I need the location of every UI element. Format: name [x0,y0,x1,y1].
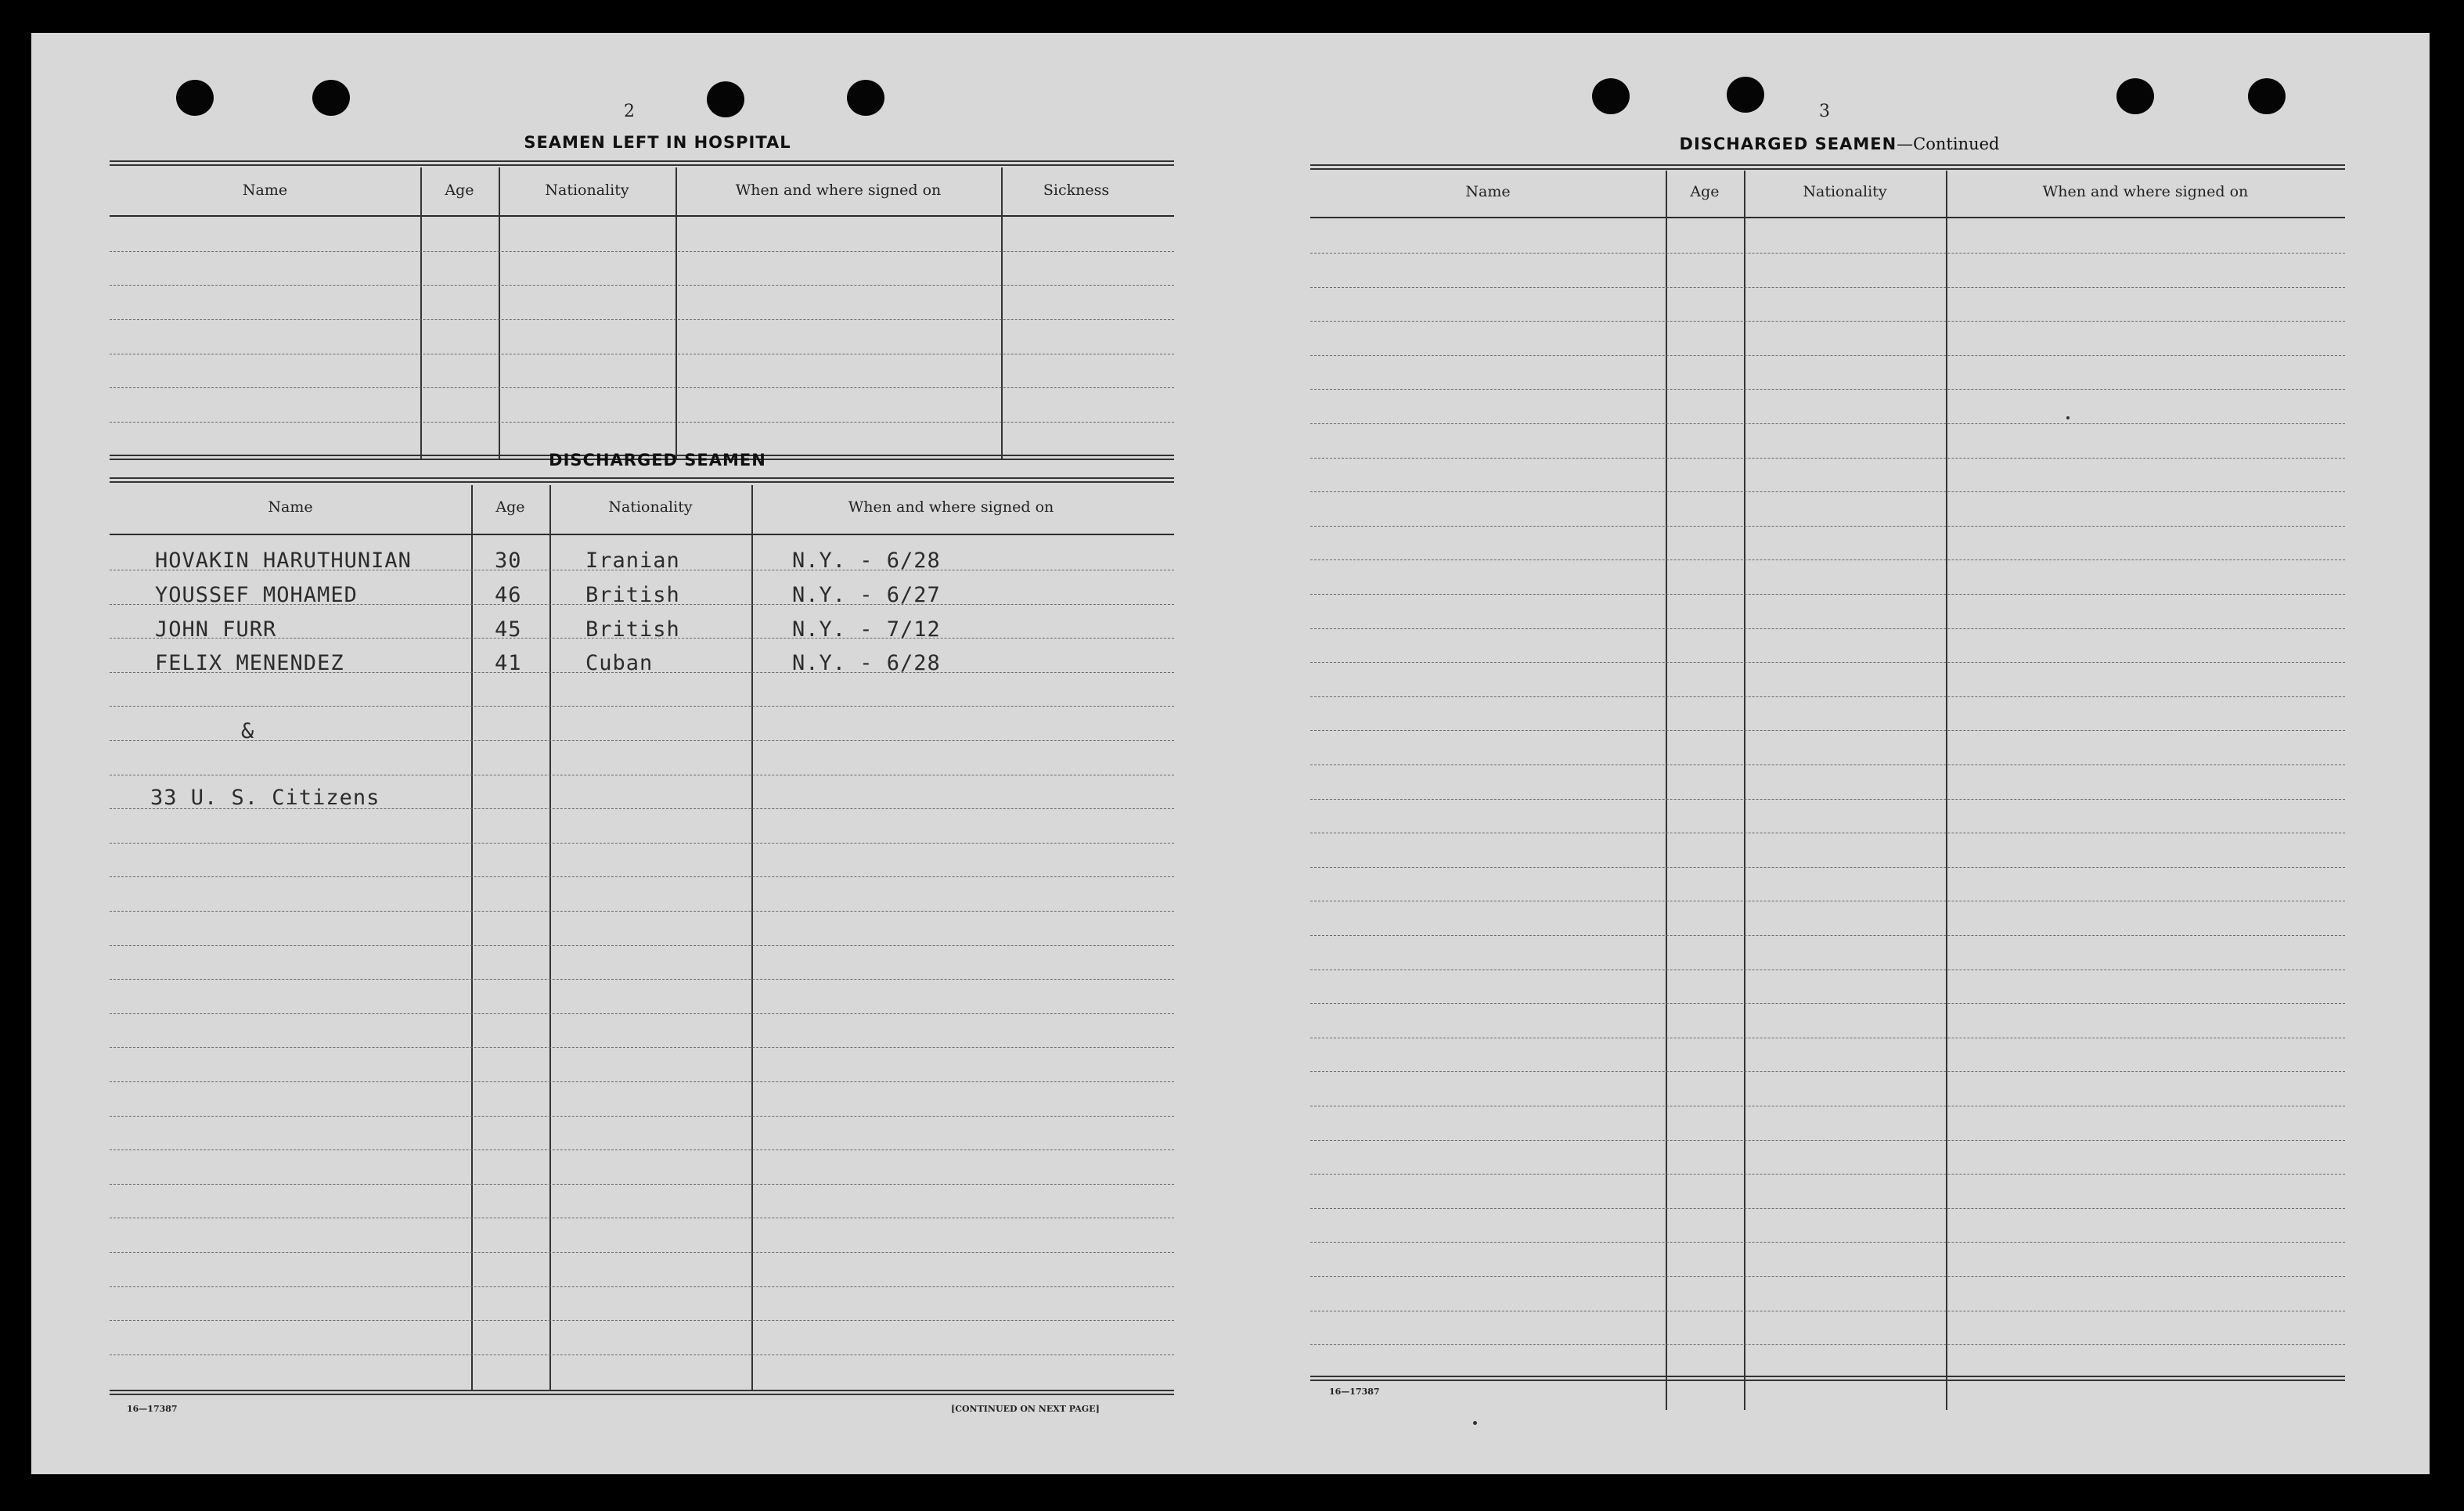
hospital-header-rule [110,215,1174,217]
punch-hole [1727,77,1764,113]
punch-hole [176,80,214,116]
ruled-line [1310,696,2345,697]
continued-col-divider [1744,171,1745,1410]
continued-header-age: Age [1690,183,1720,200]
discharged-header-nationality: Nationality [608,498,693,516]
ruled-line [1310,458,2345,459]
ruled-line [110,876,1174,877]
ruled-line [110,1081,1174,1082]
hospital-header-nationality: Nationality [545,182,629,199]
ledger-sheet [31,33,2430,1474]
continued-table-top-rule [1310,164,2345,170]
ruled-line [1310,1140,2345,1141]
discharged-header-rule [110,534,1174,535]
punch-hole [847,80,884,116]
continued-note: [CONTINUED ON NEXT PAGE] [951,1404,1100,1414]
ruled-line [1310,594,2345,595]
hospital-col-divider [499,167,500,459]
ruled-line [1310,321,2345,322]
seaman-signed-on: N.Y. - 6/27 [792,583,941,607]
punch-hole [2116,78,2154,114]
ruled-line [110,979,1174,980]
ruled-line [1310,253,2345,254]
hospital-section-title: SEAMEN LEFT IN HOSPITAL [524,133,791,152]
seaman-name: FELIX MENENDEZ [155,651,344,675]
hospital-col-divider [1001,167,1003,459]
continued-header-name: Name [1465,183,1511,200]
hospital-col-divider [675,167,677,459]
ruled-line [1310,287,2345,288]
discharged-continued-title-main: DISCHARGED SEAMEN [1679,135,1897,153]
seaman-age: 30 [495,549,522,573]
discharged-table-top-rule [110,477,1174,483]
ruled-line [1310,526,2345,527]
seaman-age: 45 [495,617,522,642]
ruled-line [1310,1071,2345,1072]
continued-col-divider [1946,171,1947,1410]
ruled-line [1310,1208,2345,1209]
ruled-line [1310,628,2345,629]
hospital-ruled-line [110,319,1174,320]
ruled-line [110,706,1174,707]
continued-col-divider [1666,171,1667,1410]
page-number-right: 3 [1819,102,1830,121]
hospital-ruled-line [110,422,1174,423]
discharged-col-divider [751,485,753,1391]
ampersand: & [241,719,255,743]
seaman-name: JOHN FURR [155,617,277,642]
paper-speck [1473,1421,1477,1425]
punch-hole [1592,78,1630,114]
continued-table-bottom-rule [1310,1376,2345,1381]
discharged-section-title: DISCHARGED SEAMEN [549,451,766,469]
discharged-header-name: Name [268,498,313,516]
discharged-header-age: Age [495,498,525,516]
ruled-line [110,843,1174,844]
seaman-signed-on: N.Y. - 6/28 [792,549,941,573]
ruled-line [1310,867,2345,868]
hospital-header-name: Name [242,182,288,199]
citizens-note: 33 U. S. Citizens [150,786,380,810]
hospital-header-sickness: Sickness [1043,182,1110,199]
ruled-line [110,1013,1174,1014]
ruled-line [110,740,1174,741]
ruled-line [1310,662,2345,663]
continued-header-nationality: Nationality [1803,183,1887,200]
ruled-line [110,1184,1174,1185]
ruled-line [1310,491,2345,492]
discharged-continued-title [1597,135,2082,153]
discharged-continued-suffix: —Continued [1897,135,2000,153]
ruled-line [1310,799,2345,800]
hospital-header-age: Age [445,182,474,199]
punch-hole [2248,78,2286,114]
discharged-col-divider [471,485,473,1391]
seaman-age: 41 [495,651,522,675]
seaman-signed-on: N.Y. - 7/12 [792,617,941,642]
ruled-line [110,911,1174,912]
ruled-line [110,1149,1174,1150]
seaman-nationality: Iranian [585,549,680,573]
page-number-left: 2 [624,102,635,121]
seaman-nationality: British [585,617,680,642]
ruled-line [1310,559,2345,560]
seaman-nationality: British [585,583,680,607]
ruled-line [110,1047,1174,1048]
ruled-line [1310,1276,2345,1277]
punch-hole [312,80,350,116]
ruled-line [1310,1242,2345,1243]
ruled-line [1310,730,2345,731]
hospital-header-signed-on: When and where signed on [735,182,942,199]
hospital-ruled-line [110,285,1174,286]
ruled-line [110,1286,1174,1287]
ruled-line [110,945,1174,946]
seaman-nationality: Cuban [585,651,654,675]
ruled-line [1310,935,2345,936]
seaman-name: YOUSSEF MOHAMED [155,583,358,607]
punch-hole [707,81,744,117]
hospital-ruled-line [110,387,1174,388]
seaman-name: HOVAKIN HARUTHUNIAN [155,549,412,573]
ruled-line [1310,423,2345,424]
form-number-left: 16—17387 [127,1404,178,1414]
hospital-table-top-rule [110,160,1174,166]
discharged-table-bottom-rule [110,1390,1174,1395]
continued-header-signed-on: When and where signed on [2042,183,2249,200]
ruled-line [110,1252,1174,1253]
form-number-right: 16—17387 [1329,1387,1380,1397]
discharged-header-signed-on: When and where signed on [848,498,1054,516]
ruled-line [1310,1344,2345,1345]
continued-header-rule [1310,217,2345,218]
seaman-signed-on: N.Y. - 6/28 [792,651,941,675]
ruled-line [1310,1174,2345,1175]
ruled-line [110,1320,1174,1321]
ruled-line [1310,389,2345,390]
ruled-line [1310,764,2345,765]
hospital-col-divider [420,167,422,459]
paper-speck [2066,416,2070,419]
ruled-line [110,1116,1174,1117]
discharged-col-divider [549,485,551,1391]
seaman-age: 46 [495,583,522,607]
ruled-line [1310,355,2345,356]
hospital-ruled-line [110,251,1174,252]
ruled-line [1310,1003,2345,1004]
